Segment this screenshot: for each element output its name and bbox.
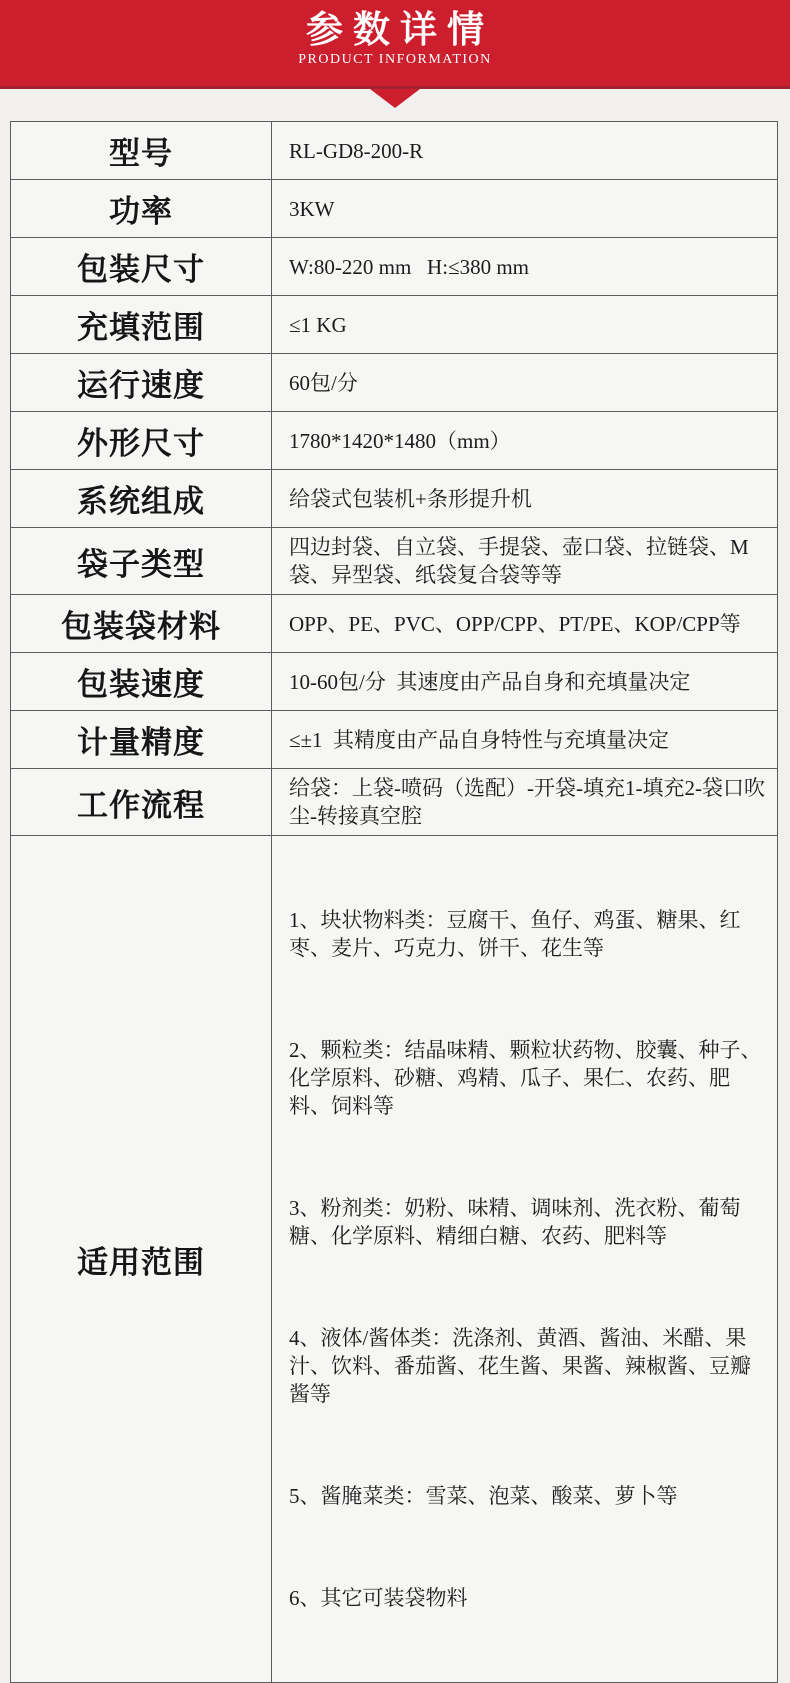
spec-label: 工作流程 bbox=[11, 769, 272, 836]
spec-label: 功率 bbox=[11, 180, 272, 238]
applicable-range-item: 2、颗粒类：结晶味精、颗粒状药物、胶囊、种子、化学原料、砂糖、鸡精、瓜子、果仁、农药、肥料、饲料等 bbox=[289, 1038, 762, 1118]
applicable-range-item: 1、块状物料类：豆腐干、鱼仔、鸡蛋、糖果、红枣、麦片、巧克力、饼干、花生等 bbox=[289, 908, 741, 960]
spec-row-power bbox=[11, 180, 778, 238]
spec-row-bag-type bbox=[11, 528, 778, 595]
spec-label: 包装袋材料 bbox=[11, 595, 272, 653]
spec-value: ≤±1 其精度由产品自身特性与充填量决定 bbox=[272, 711, 778, 769]
spec-value: W:80-220 mm H:≤380 mm bbox=[272, 238, 778, 296]
spec-label: 计量精度 bbox=[11, 711, 272, 769]
spec-row-work-flow bbox=[11, 769, 778, 836]
spec-label: 型号 bbox=[11, 122, 272, 180]
section-header bbox=[0, 0, 790, 89]
spec-label: 袋子类型 bbox=[11, 528, 272, 595]
spec-label: 系统组成 bbox=[11, 470, 272, 528]
spec-row-running-speed bbox=[11, 354, 778, 412]
spec-value: 60包/分 bbox=[272, 354, 778, 412]
spec-row-filling-range bbox=[11, 296, 778, 354]
spec-row-packing-speed bbox=[11, 653, 778, 711]
spec-value: OPP、PE、PVC、OPP/CPP、PT/PE、KOP/CPP等 bbox=[272, 595, 778, 653]
spec-value-list bbox=[272, 836, 778, 1683]
spec-value: 1780*1420*1480（mm） bbox=[272, 412, 778, 470]
spec-table bbox=[10, 121, 778, 1683]
spec-label: 包装速度 bbox=[11, 653, 272, 711]
spec-row-bag-material bbox=[11, 595, 778, 653]
applicable-range-item: 6、其它可装袋物料 bbox=[289, 1586, 468, 1610]
spec-value: RL-GD8-200-R bbox=[272, 122, 778, 180]
spec-value: 10-60包/分 其速度由产品自身和充填量决定 bbox=[272, 653, 778, 711]
spec-label: 适用范围 bbox=[11, 836, 272, 1683]
spec-label: 包装尺寸 bbox=[11, 238, 272, 296]
spec-label: 运行速度 bbox=[11, 354, 272, 412]
page-title: 参数详情 bbox=[306, 9, 494, 50]
spec-row-system-composition bbox=[11, 470, 778, 528]
page-subtitle: PRODUCT INFORMATION bbox=[298, 52, 492, 67]
spec-value: 四边封袋、自立袋、手提袋、壶口袋、拉链袋、M袋、异型袋、纸袋复合袋等等 bbox=[272, 528, 778, 595]
spec-value: 给袋式包装机+条形提升机 bbox=[272, 470, 778, 528]
spec-row-model bbox=[11, 122, 778, 180]
arrow-down-pointer-icon bbox=[370, 89, 420, 108]
spec-row-applicable-range bbox=[11, 836, 778, 1683]
spec-row-measuring-accuracy bbox=[11, 711, 778, 769]
spec-row-package-size bbox=[11, 238, 778, 296]
applicable-range-item: 5、酱腌菜类：雪菜、泡菜、酸菜、萝卜等 bbox=[289, 1484, 678, 1508]
applicable-range-item: 4、液体/酱体类：洗涤剂、黄酒、酱油、米醋、果汁、饮料、番茄酱、花生酱、果酱、辣椒酱、豆瓣酱等 bbox=[289, 1326, 751, 1406]
spec-value: 给袋：上袋-喷码（选配）-开袋-填充1-填充2-袋口吹尘-转接真空腔 bbox=[272, 769, 778, 836]
spec-value: ≤1 KG bbox=[272, 296, 778, 354]
spec-value: 3KW bbox=[272, 180, 778, 238]
spec-label: 充填范围 bbox=[11, 296, 272, 354]
spec-label: 外形尺寸 bbox=[11, 412, 272, 470]
spec-row-overall-dimensions bbox=[11, 412, 778, 470]
applicable-range-item: 3、粉剂类：奶粉、味精、调味剂、洗衣粉、葡萄糖、化学原料、精细白糖、农药、肥料等 bbox=[289, 1196, 741, 1248]
